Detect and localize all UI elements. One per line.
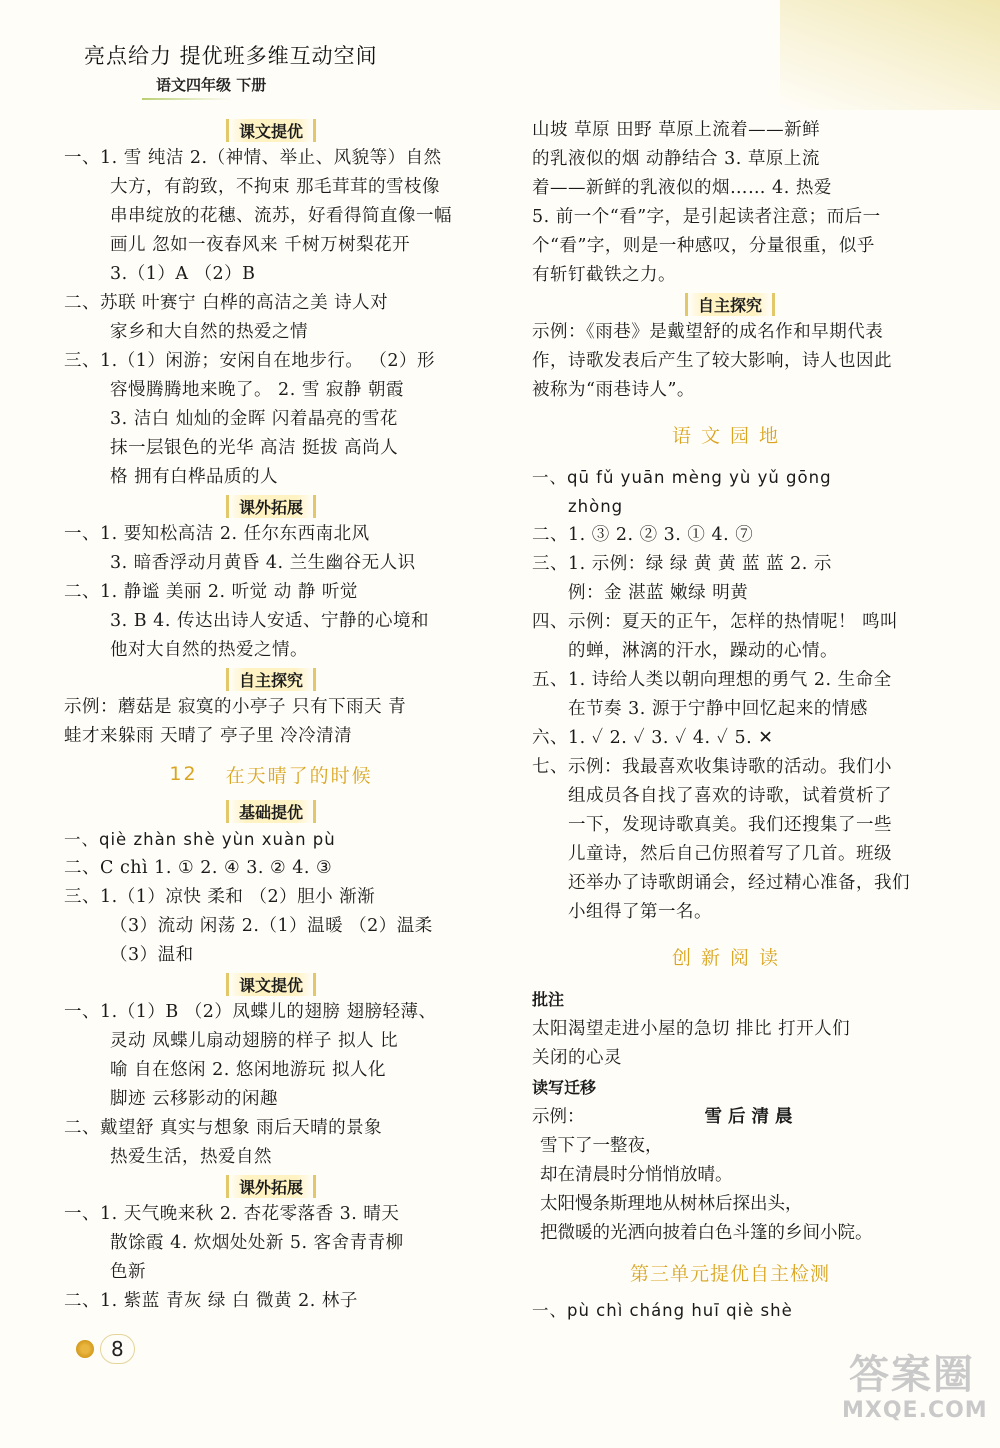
answer-block — [64, 1200, 478, 1316]
answer-line: 个“看”字，则是一种感叹，分量很重，似乎 — [532, 236, 875, 256]
answer-line: zhòng — [568, 497, 624, 516]
answer-line: 被称为“雨巷诗人”。 — [532, 380, 695, 400]
section-heading: 基础提优 — [64, 797, 478, 825]
answer-line: 三、1. 示例：绿 绿 黄 黄 蓝 蓝 2. 示 — [532, 554, 832, 574]
answer-line: 抹一层银色的光华 高洁 挺拔 高尚人 — [110, 438, 399, 458]
answer-line: 七、示例：我最喜欢收集诗歌的活动。我们小 — [532, 757, 892, 777]
answer-line: 灵动 凤蝶儿扇动翅膀的样子 拟人 比 — [110, 1031, 399, 1051]
answer-line: （3）流动 闲荡 2.（1）温暖 （2）温柔 — [110, 916, 433, 936]
answer-line: 儿童诗，然后自己仿照着写了几首。班级 — [568, 844, 892, 864]
answer-line: 二、苏联 叶赛宁 白桦的高洁之美 诗人对 — [64, 293, 389, 313]
answer-line: 在节奏 3. 源于宁静中回忆起来的情感 — [568, 699, 868, 719]
answer-line: 着——新鲜的乳液似的烟…… 4. 热爱 — [532, 178, 832, 198]
answer-line: 一、qū fǔ yuān mèng yù yǔ gōng — [532, 468, 832, 487]
answer-line: 容慢腾腾地来晚了。 2. 雪 寂静 朝霞 — [110, 380, 404, 400]
subsection-label: 批注 — [532, 990, 565, 1009]
answer-line: 二、1. 静谧 美丽 2. 听觉 动 静 听觉 — [64, 582, 358, 602]
answer-line: 3. 洁白 灿灿的金晖 闪着晶亮的雪花 — [110, 409, 398, 429]
answer-line: 作，诗歌发表后产生了较大影响，诗人也因此 — [532, 351, 892, 371]
answer-line: 3.（1）A （2）B — [110, 264, 256, 284]
answer-block — [532, 318, 928, 405]
unit-heading: 创新阅读 — [671, 946, 788, 969]
answer-line: 组成员各自找了喜欢的诗歌，试着赏析了 — [568, 786, 892, 806]
book-subtitle: 语文四年级 下册 — [156, 76, 267, 94]
answer-block — [532, 116, 928, 290]
answer-block — [64, 825, 478, 970]
page-number: 8 — [100, 1334, 135, 1364]
answer-line: 的乳液似的烟 动静结合 3. 草原上流 — [532, 149, 820, 169]
answer-line: 六、1. ✓ 2. ✓ 3. ✓ 4. ✓ 5. ✕ — [532, 728, 774, 748]
answer-line: 山坡 草原 田野 草原上流着——新鲜 — [532, 120, 821, 140]
answer-line: 有斩钉截铁之力。 — [532, 265, 676, 285]
answer-line: 四、示例：夏天的正午，怎样的热情呢！ 鸣叫 — [532, 612, 899, 632]
answer-block — [532, 463, 928, 927]
section-heading: 自主探究 — [532, 290, 928, 318]
lesson-title: 在天晴了的时候 — [225, 764, 373, 787]
answer-line: 二、1. ③ 2. ② 3. ① 4. ⑦ — [532, 525, 754, 545]
section-heading: 课外拓展 — [64, 1172, 478, 1200]
answer-block — [64, 998, 478, 1172]
subsection-label: 读写迁移 — [532, 1078, 597, 1097]
unit-heading: 语文园地 — [671, 424, 788, 447]
answer-line: 一、1. 雪 纯洁 2.（神情、举止、风貌等）自然 — [64, 148, 442, 168]
poem-heading — [532, 1103, 928, 1132]
section-heading: 课文提优 — [64, 970, 478, 998]
unit-heading: 第三单元提优自主检测 — [629, 1262, 830, 1285]
answer-line: 例：金 湛蓝 嫩绿 明黄 — [568, 583, 749, 603]
example-label: 示例： — [532, 1107, 585, 1127]
poem-line: 雪下了一整夜， — [540, 1136, 663, 1156]
poem-line: 太阳慢条斯理地从树林后探出头， — [540, 1194, 803, 1214]
answer-block — [64, 693, 478, 751]
answer-line: 二、1. 紫蓝 青灰 绿 白 微黄 2. 林子 — [64, 1291, 358, 1311]
watermark-url: MXQE.COM — [842, 1398, 988, 1423]
flower-icon — [76, 1340, 94, 1358]
answer-line: 一、1. 天气晚来秋 2. 杏花零落香 3. 晴天 — [64, 1204, 400, 1224]
answer-line: 大方，有韵致，不拘束 那毛茸茸的雪枝像 — [110, 177, 441, 197]
left-column — [64, 116, 478, 1316]
lesson-number: 12 — [169, 763, 198, 785]
answer-line: 3. 暗香浮动月黄昏 4. 兰生幽谷无人识 — [110, 553, 416, 573]
lesson-heading — [64, 751, 478, 797]
page-header — [84, 40, 378, 95]
right-column — [532, 116, 928, 1325]
corner-decoration — [780, 0, 1000, 110]
answer-line: 五、1. 诗给人类以朝向理想的勇气 2. 生命全 — [532, 670, 892, 690]
section-heading: 自主探究 — [64, 665, 478, 693]
answer-line: 热爱生活，热爱自然 — [110, 1147, 272, 1167]
answer-line: 画儿 忽如一夜春风来 千树万树梨花开 — [110, 235, 411, 255]
poem-line: 把微暖的光洒向披着白色斗篷的乡间小院。 — [540, 1223, 873, 1243]
answer-line: 关闭的心灵 — [532, 1048, 622, 1068]
answer-line: 三、1.（1）闲游；安闲自在地步行。 （2）形 — [64, 351, 436, 371]
answer-line: 示例：蘑菇是 寂寞的小亭子 只有下雨天 青 — [64, 697, 407, 717]
answer-line: 一下，发现诗歌真美。我们还搜集了一些 — [568, 815, 892, 835]
answer-line: （3）温和 — [110, 945, 194, 965]
page-number-badge — [76, 1334, 135, 1364]
answer-block — [64, 520, 478, 665]
section-heading: 课文提优 — [64, 116, 478, 144]
answer-line: 一、1. 要知松高洁 2. 任尔东西南北风 — [64, 524, 370, 544]
answer-line: 一、1.（1）B （2）凤蝶儿的翅膀 翅膀轻薄、 — [64, 1002, 437, 1022]
answer-line: 三、1.（1）凉快 柔和 （2）胆小 渐渐 — [64, 887, 376, 907]
answer-line: 的蝉，淋漓的汗水，躁动的心情。 — [568, 641, 838, 661]
watermark-logo-text: 答案圈 — [849, 1352, 975, 1398]
book-title: 亮点给力 提优班多维互动空间 — [84, 44, 378, 68]
answer-line: 还举办了诗歌朗诵会，经过精心准备，我们 — [568, 873, 910, 893]
answer-block — [64, 144, 478, 492]
answer-line: 小组得了第一名。 — [568, 902, 712, 922]
poem-line: 却在清晨时分悄悄放晴。 — [540, 1165, 733, 1185]
answer-line: 3. B 4. 传达出诗人安适、宁静的心境和 — [110, 611, 429, 631]
section-heading: 课外拓展 — [64, 492, 478, 520]
answer-line: 二、戴望舒 真实与想象 雨后天晴的景象 — [64, 1118, 383, 1138]
answer-line: 二、C chì 1. ① 2. ④ 3. ② 4. ③ — [64, 858, 333, 878]
poem-title: 雪后清晨 — [704, 1107, 799, 1127]
answer-line: 格 拥有白桦品质的人 — [110, 467, 279, 487]
answer-line: 色新 — [110, 1262, 146, 1282]
answer-line: 他对大自然的热爱之情。 — [110, 640, 308, 660]
answer-line: 家乡和大自然的热爱之情 — [110, 322, 308, 342]
answer-line: 喻 自在悠闲 2. 悠闲地游玩 拟人化 — [110, 1060, 386, 1080]
watermark — [842, 1352, 988, 1436]
answer-line: 串串绽放的花穗、流苏，好看得简直像一幅 — [110, 206, 452, 226]
answer-line: 一、qiè zhàn shè yùn xuàn pù — [64, 830, 336, 849]
answer-line: 太阳渴望走进小屋的急切 排比 打开人们 — [532, 1019, 851, 1039]
answer-line: 一、pù chì cháng huī qiè shè — [532, 1301, 793, 1320]
answer-line: 示例：《雨巷》是戴望舒的成名作和早期代表 — [532, 322, 884, 342]
answer-line: 散馀霞 4. 炊烟处处新 5. 客舍青青柳 — [110, 1233, 404, 1253]
answer-line: 脚迹 云移影动的闲趣 — [110, 1089, 279, 1109]
answer-line: 5. 前一个“看”字，是引起读者注意；而后一 — [532, 207, 881, 227]
answer-line: 蛙才来躲雨 天晴了 亭子里 冷冷清清 — [64, 726, 353, 746]
header-underline — [142, 98, 232, 100]
